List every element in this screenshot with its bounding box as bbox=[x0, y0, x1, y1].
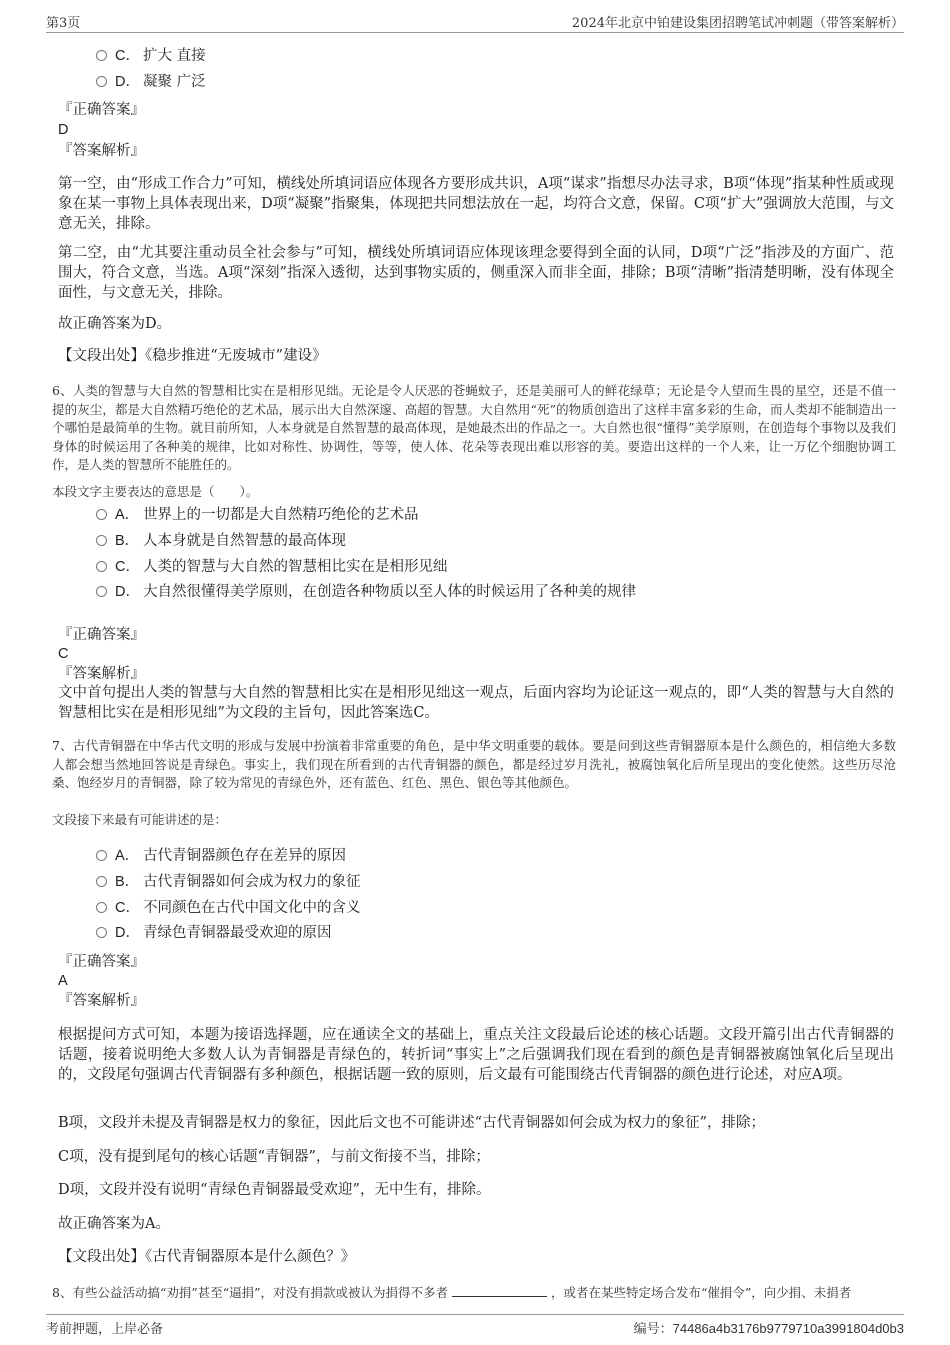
q7-analysis-para-d: D项，文段并没有说明“青绿色青铜器最受欢迎”，无中生有，排除。 bbox=[58, 1182, 491, 1198]
radio-icon[interactable] bbox=[96, 76, 107, 87]
q8-stem bbox=[52, 1284, 896, 1303]
q6-option-d[interactable]: D． 大自然很懂得美学原则，在创造各种物质以至人体的时候运用了各种美的规律 bbox=[96, 581, 636, 603]
q7-stem: 7、古代青铜器在中华古代文明的形成与发展中扮演着非常重要的角色，是中华文明重要的载体。要是问到这些青铜器原本是什么颜色的，相信绝大多数人都会想当然地回答说是青绿色。事实上，我们现在所看到的古代青铜器的颜色，都是经过岁月洗礼，被腐蚀氧化后所呈现出的变化使然。这些历尽沧桑、饱经岁月的青铜器，除了较为常见的青绿色外，还有蓝色、红色、黑色、银色等其他颜色。 bbox=[52, 738, 896, 790]
q6-answer: C bbox=[58, 646, 69, 662]
q8-stem-before: 8、有些公益活动搞“劝捐”甚至“逼捐”，对没有捐款或被认为捐得不多者 bbox=[52, 1285, 449, 1300]
q7-source: 【文段出处】《古代青铜器原本是什么颜色？》 bbox=[58, 1249, 356, 1265]
radio-icon[interactable] bbox=[96, 876, 107, 887]
q5-option-c[interactable]: C． 扩大 直接 bbox=[96, 45, 206, 67]
q6-answer-label: 『正确答案』 bbox=[58, 627, 145, 643]
radio-icon[interactable] bbox=[96, 927, 107, 938]
page-header bbox=[46, 12, 904, 33]
q7-option-d[interactable]: D． 青绿色青铜器最受欢迎的原因 bbox=[96, 922, 332, 944]
q6-option-b[interactable]: B． 人本身就是自然智慧的最高体现 bbox=[96, 530, 346, 552]
q6-stem: 6、人类的智慧与大自然的智慧相比实在是相形见绌。无论是令人厌恶的苍蝇蚊子，还是美丽可人的鲜花绿草；无论是令人望而生畏的星空，还是不值一提的灰尘，都是大自然精巧绝伦的艺术品，展示出大自然深邃、高超的智慧。大自然用“死”的物质创造出了这样丰富多彩的生命，而人类却不能制造出一个哪怕是最简单的生物。就目前所知，人本身就是自然智慧的最高体现，是她最杰出的作品之一。大自然也很“懂得”美学原则，在创造每个事物以及我们身体的时候运用了各种美的规律，比如对称性、协调性，等等，使人体、花朵等表现出难以形容的美。要造出这样的一个人来，让一万亿个细胞协调工作，是人类的智慧所不能胜任的。 bbox=[52, 383, 896, 472]
q6-analysis: 文中首句提出人类的智慧与大自然的智慧相比实在是相形见绌这一观点，后面内容均为论证这一观点的，即“人类的智慧与大自然的智慧相比实在是相形见绌”为文段的主旨句，因此答案选C。 bbox=[58, 685, 894, 721]
q7-answer: A bbox=[58, 973, 68, 989]
page-footer bbox=[46, 1314, 904, 1337]
q7-analysis-para-c: C项，没有提到尾句的核心话题“青铜器”，与前文衔接不当，排除； bbox=[58, 1149, 490, 1165]
radio-icon[interactable] bbox=[96, 850, 107, 861]
q5-analysis-label: 『答案解析』 bbox=[58, 143, 145, 159]
q5-analysis-conclusion: 故正确答案为D。 bbox=[58, 316, 172, 332]
q7-option-c[interactable]: C． 不同颜色在古代中国文化中的含义 bbox=[96, 897, 361, 919]
q6-question: 本段文字主要表达的意思是（ ）。 bbox=[52, 484, 259, 499]
q5-analysis-para-1: 第一空，由“形成工作合力”可知，横线处所填词语应体现各方要形成共识，A项“谋求”指想尽办法寻求，B项“体现”指某种性质或现象在某一事物上具体表现出来，D项“凝聚”指聚集，体现把共同想法放在一起，均符合文意，保留。C项“扩大”强调放大范围，与文意无关，排除。 bbox=[58, 176, 894, 232]
q5-analysis-para-2: 第二空，由“尤其要注重动员全社会参与”可知，横线处所填词语应体现该理念要得到全面的认同，D项“广泛”指涉及的方面广、范围大，符合文意，当选。A项“深刻”指深入透彻，达到事物实质的，侧重深入而非全面，排除；B项“清晰”指清楚明晰，没有体现全面性，与文意无关，排除。 bbox=[58, 245, 894, 301]
q6-option-a[interactable]: A． 世界上的一切都是大自然精巧绝伦的艺术品 bbox=[96, 504, 419, 526]
page-number: 第3页 bbox=[46, 16, 81, 31]
radio-icon[interactable] bbox=[96, 509, 107, 520]
footer-code-value: 74486a4b3176b9779710a3991804d0b3 bbox=[672, 1321, 904, 1336]
radio-icon[interactable] bbox=[96, 561, 107, 572]
q6-analysis-label: 『答案解析』 bbox=[58, 666, 145, 682]
footer-code bbox=[634, 1318, 904, 1337]
q5-option-d[interactable]: D． 凝聚 广泛 bbox=[96, 71, 206, 93]
q7-option-a[interactable]: A． 古代青铜器颜色存在差异的原因 bbox=[96, 845, 346, 867]
radio-icon[interactable] bbox=[96, 902, 107, 913]
radio-icon[interactable] bbox=[96, 586, 107, 597]
q7-analysis-para-1: 根据提问方式可知，本题为接语选择题，应在通读全文的基础上，重点关注文段最后论述的核心话题。文段开篇引出古代青铜器的话题，接着说明绝大多数人认为青铜器是青绿色的，转折词“事实上”之后强调我们现在看到的颜色是青铜器被腐蚀氧化后呈现出的，文段尾句强调古代青铜器有多种颜色，根据话题一致的原则，后文最有可能围绕古代青铜器的颜色进行论述，对应A项。 bbox=[58, 1027, 894, 1083]
q5-source: 【文段出处】《稳步推进“无废城市”建设》 bbox=[58, 348, 327, 364]
q6-option-c[interactable]: C． 人类的智慧与大自然的智慧相比实在是相形见绌 bbox=[96, 556, 448, 578]
footer-code-label: 编号： bbox=[633, 1322, 673, 1337]
q7-analysis-label: 『答案解析』 bbox=[58, 993, 145, 1009]
q8-blank bbox=[452, 1284, 547, 1297]
q7-option-b[interactable]: B． 古代青铜器如何会成为权力的象征 bbox=[96, 871, 361, 893]
q7-answer-label: 『正确答案』 bbox=[58, 954, 145, 970]
document-title: 2024年北京中铂建设集团招聘笔试冲刺题（带答案解析） bbox=[571, 16, 904, 31]
radio-icon[interactable] bbox=[96, 50, 107, 61]
q7-analysis-conclusion: 故正确答案为A。 bbox=[58, 1216, 170, 1232]
q7-analysis-para-b: B项，文段并未提及青铜器是权力的象征，因此后文也不可能讲述“古代青铜器如何会成为权力的象征”，排除； bbox=[58, 1115, 765, 1131]
q7-question: 文段接下来最有可能讲述的是： bbox=[52, 812, 228, 827]
footer-slogan: 考前押题，上岸必备 bbox=[46, 1322, 164, 1337]
radio-icon[interactable] bbox=[96, 535, 107, 546]
q5-answer-label: 『正确答案』 bbox=[58, 102, 145, 118]
q8-stem-after: ，或者在某些特定场合发布“催捐令”，向少捐、未捐者 bbox=[551, 1285, 852, 1300]
q5-answer: D bbox=[58, 122, 69, 138]
